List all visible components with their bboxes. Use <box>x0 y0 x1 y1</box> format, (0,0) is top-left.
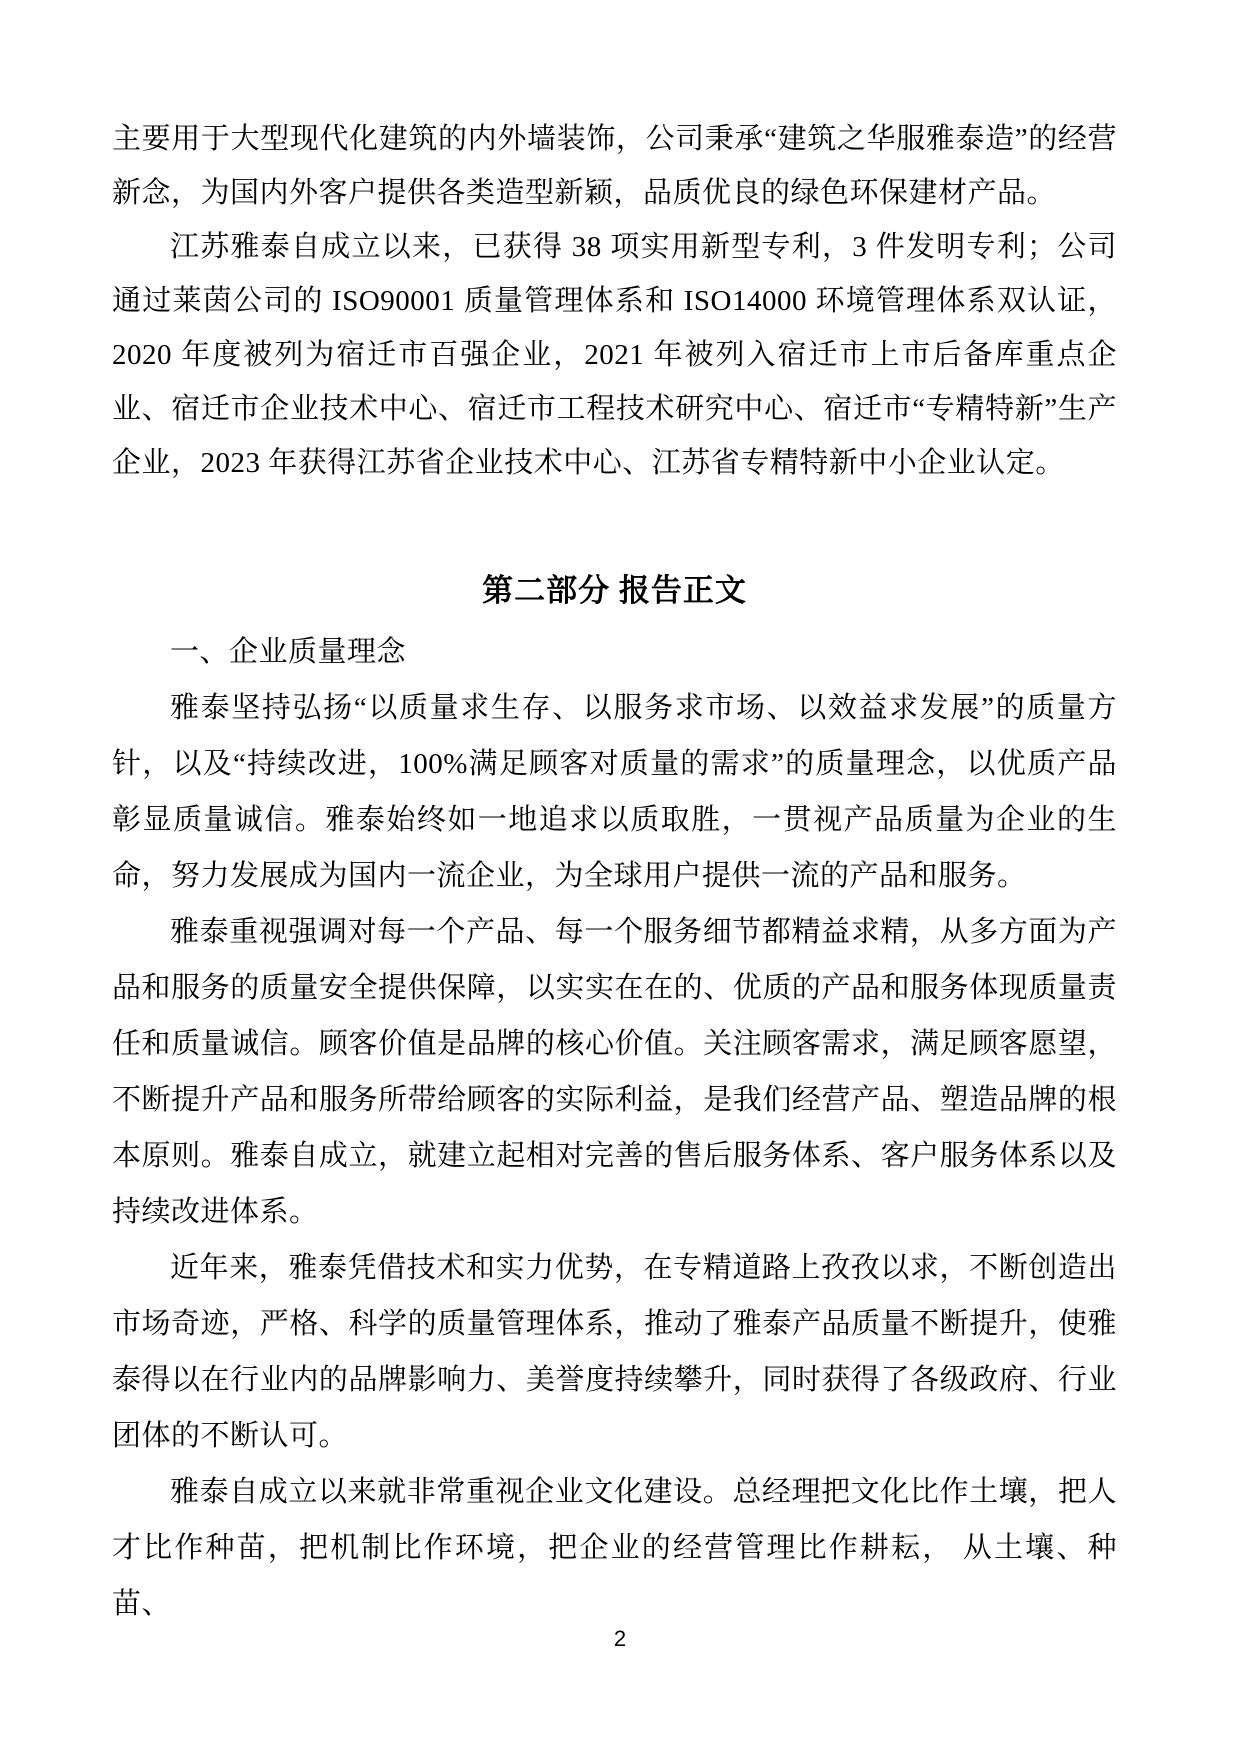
paragraph-corporate-culture: 雅泰自成立以来就非常重视企业文化建设。总经理把文化比作土壤，把人才比作种苗，把机制比作环境，把企业的经营管理比作耕耘， 从土壤、种苗、 <box>112 1476 1117 1620</box>
paragraph-quality-policy: 雅泰坚持弘扬“以质量求生存、以服务求市场、以效益求发展”的质量方针，以及“持续改进，100%满足顾客对质量的需求”的质量理念，以优质产品彰显质量诚信。雅泰始终如一地追求以质取胜，一贯视产品质量为企业的生命，努力发展成为国内一流企业，为全球用户提供一流的产品和服务。 <box>112 692 1117 892</box>
part-heading: 第二部分 报告正文 <box>482 573 747 608</box>
paragraph-intro-continuation: 主要用于大型现代化建筑的内外墙装饰，公司秉承“建筑之华服雅泰造”的经营新念，为国内外客户提供各类造型新颖，品质优良的绿色环保建材产品。 <box>112 123 1117 209</box>
paragraph-quality-responsibility: 雅泰重视强调对每一个产品、每一个服务细节都精益求精，从多方面为产品和服务的质量安全提供保障，以实实在在的、优质的产品和服务体现质量责任和质量诚信。顾客价值是品牌的核心价值。关注顾客需求，满足顾客愿望，不断提升产品和服务所带给顾客的实际利益，是我们经营产品、塑造品牌的根本原则。雅泰自成立，就建立起相对完善的售后服务体系、客户服务体系以及持续改进体系。 <box>112 916 1117 1228</box>
paragraph-recent-years-achievements: 近年来，雅泰凭借技术和实力优势，在专精道路上孜孜以求，不断创造出市场奇迹，严格、科学的质量管理体系，推动了雅泰产品质量不断提升，使雅泰得以在行业内的品牌影响力、美誉度持续攀升，同时获得了各级政府、行业团体的不断认可。 <box>112 1252 1117 1452</box>
page-number: 2 <box>613 1626 627 1651</box>
page-body <box>112 112 1117 1632</box>
subsection-title-quality-philosophy: 一、企业质量理念 <box>170 636 407 668</box>
paragraph-company-honors: 江苏雅泰自成立以来，已获得 38 项实用新型专利，3 件发明专利；公司通过莱茵公司的 ISO90001 质量管理体系和 ISO14000 环境管理体系双认证，2020 年度被列为宿迁市百强企业，2021 年被列入宿迁市上市后备库重点企业、宿迁市企业技术中心、宿迁市工程技术研究中心、宿迁市“专精特新”生产企业，2023 年获得江苏省企业技术中心、江苏省专精特新中小企业认定。 <box>112 231 1117 479</box>
